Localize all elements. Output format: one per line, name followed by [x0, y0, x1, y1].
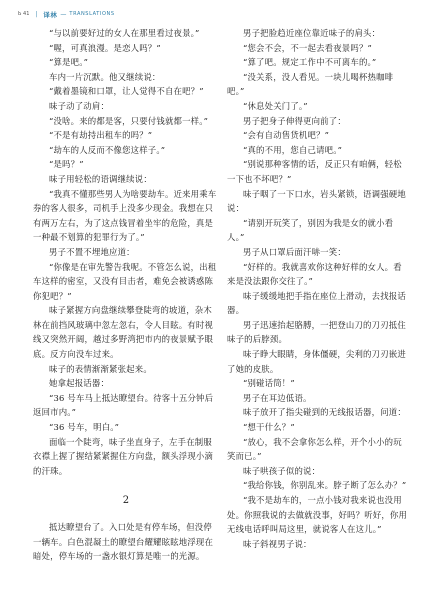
paragraph: “我真不懂那些男人为啥要劫车。近来用乘车券的客人很多，司机手上没多少现金。我想在只有两万左右，为了这点钱冒着坐牢的危险，真是一种最不划算的犯罪行为了。” [33, 188, 217, 243]
paragraph: “劫车的人反而不像您这样子。” [49, 144, 166, 155]
paragraph: 味子咽了一下口水，岩头紧锁，语调强硬地说： [227, 188, 406, 214]
right-column [227, 26, 410, 551]
header-dash: — [60, 10, 67, 18]
paragraph: 车内一片沉默。他又继续说： [49, 71, 161, 82]
paragraph: “会有自动售货机吧？” [243, 130, 330, 141]
paragraph: “您会不会，不一起去看夜景吗？” [243, 42, 373, 53]
paragraph: 男子迅速抬起胳膊，一把登山刀的刀刃抵住味子的后脖颈。 [227, 319, 406, 345]
paragraph: “36 号车，明白。” [49, 422, 120, 433]
paragraph: 男子不置不埋地应道： [49, 246, 135, 257]
paragraph: 味子的表情渐渐紧张起来。 [49, 363, 152, 374]
paragraph: “休息处关门了。” [243, 100, 308, 111]
paragraph: 味子动了动肩： [49, 100, 110, 111]
paragraph: 味子紧握方向盘继续攀登陡弯的坡道，杂木林在前挡风玻璃中忽左忽右，令人目眩。有时视线又突然开阔，越过多野湾把市内的夜景赋予眼底。反方向没车过来。 [33, 305, 214, 360]
paragraph: “戴着墨镜和口罩，让人觉得不自在吧？” [49, 86, 204, 97]
paragraph: “没啥。来的都是客，只要付钱就都一样。” [49, 115, 209, 126]
paragraph: “是吗？” [49, 159, 84, 170]
paragraph: 味子缓缓地把手指在座位上滑动，去找报话器。 [227, 290, 406, 316]
paragraph: “好样的。我就喜欢你这种好样的女人。看来是没法跟你交往了。” [227, 261, 402, 287]
paragraph: “36 号车马上抵达瞭望台。待客十五分钟后返回市内。” [33, 392, 214, 418]
header-separator: | [35, 10, 38, 18]
paragraph: “算了吧。规定工作中不可离车的。” [243, 57, 377, 68]
paragraph: 味子哄孩子似的说： [243, 465, 321, 476]
paragraph: “我给你钱，你别乱来。脖子断了怎么办？” [243, 480, 407, 491]
paragraph: “真的不用，您自己请吧。” [243, 144, 343, 155]
magazine-brand-english: TRANSLATIONS [69, 11, 115, 17]
paragraph: 抵达瞭望台了。入口处是有停车场，但没停一辆车。白色混凝土的瞭望台耀耀眩眩地浮现在暗处，停车场的一盏水银灯算是唯一的光源。 [33, 522, 214, 562]
paragraph: “不是有劫持出租车的吗？” [49, 130, 153, 141]
magazine-brand: 译林 [43, 10, 58, 19]
paragraph: 男子从口罩后面汗哧一笑： [243, 246, 346, 257]
paragraph: 味子用轻松的语调继续说： [49, 173, 152, 184]
page-header [18, 8, 115, 20]
paragraph: 面临一个陡弯，味子坐直身子，左手在制服衣襟上握了握结紧紧握住方向盘，额头浮现小滴的汗珠。 [33, 436, 214, 476]
left-column [33, 26, 219, 564]
paragraph: 味子斜视男子说： [243, 538, 312, 549]
paragraph: “你像是在审先警告我呢。不管怎么说，出租车这样的密室，又没有目击者，难免会被诱惑陈你犯吧？” [33, 261, 217, 301]
section-number: 2 [122, 495, 130, 507]
paragraph: 男子把脸趋近座位靠近味子的肩头： [243, 28, 381, 38]
page-number: Ь 41 [18, 11, 30, 17]
paragraph: “与以前要好过的女人在那里看过夜景。” [49, 28, 200, 38]
paragraph: “放心，我不会拿你怎么样，开个小小的玩笑而已。” [227, 436, 402, 462]
paragraph: “请别开玩笑了，别因为我是女的就小看人。” [227, 217, 394, 243]
paragraph: “我不是劫车的，一点小钱对我来说也没用处。你照我说的去做就没事，好吗？听好，你用无线电话呼叫局这里，就说客人在这儿。” [227, 495, 408, 535]
paragraph: “算是吧。” [49, 57, 89, 68]
paragraph: 味子睁大眼睛，身体僵硬，尖利的刀刃嵌进了她的皮肤。 [227, 349, 406, 374]
paragraph: 男子在耳边低语。 [243, 392, 312, 403]
paragraph: “别说那种客情的话，反正只有咱俩，轻松一下也不坏吧？” [227, 159, 402, 184]
paragraph: 味子放开了指尖碰到的无线报话器，问道： [243, 407, 406, 418]
paragraph: “想干什么？” [243, 422, 295, 433]
paragraph: 她拿起报话器： [49, 378, 110, 389]
paragraph: “别碰话筒！” [243, 378, 295, 389]
paragraph: 男子把身子伸得更向前了： [243, 115, 346, 126]
paragraph: “喔，可真浪漫。是恋人吗？” [49, 42, 161, 53]
paragraph: “没关系，没人看见。一块儿喝杯热咖啡吧。” [227, 71, 394, 97]
